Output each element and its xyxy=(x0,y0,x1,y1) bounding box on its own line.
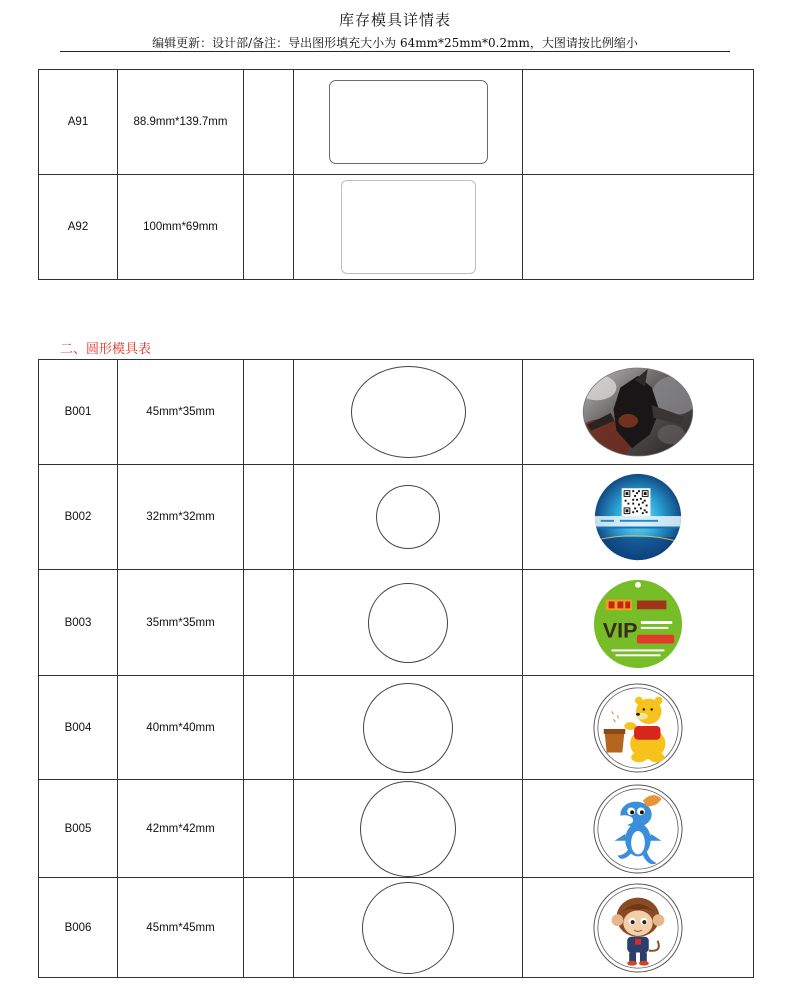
sample-cell xyxy=(523,780,754,878)
shape-cell xyxy=(294,570,523,676)
mold-code: B005 xyxy=(39,780,118,878)
mold-size: 32mm*32mm xyxy=(118,465,244,570)
circle-outline xyxy=(362,882,454,974)
mold-size: 88.9mm*139.7mm xyxy=(118,70,244,175)
header-divider xyxy=(60,51,730,52)
dolphin-sticker-image xyxy=(592,783,684,875)
sample-cell xyxy=(523,878,754,978)
table-row xyxy=(39,780,754,878)
fantasy-warrior-artwork-image xyxy=(581,366,695,458)
blank-cell xyxy=(244,175,294,280)
qr-code-badge-image xyxy=(593,472,683,562)
mold-code: B001 xyxy=(39,360,118,465)
shape-cell xyxy=(294,676,523,780)
ellipse-outline xyxy=(351,366,466,458)
table-row xyxy=(39,175,754,280)
rectangle-molds-table xyxy=(38,69,754,280)
vip-label: VIP xyxy=(602,618,638,643)
shape-cell xyxy=(294,360,523,465)
monkey-sticker-image xyxy=(592,882,684,974)
blank-cell xyxy=(244,360,294,465)
circle-outline xyxy=(363,683,453,773)
blank-cell xyxy=(244,676,294,780)
rounded-rectangle-outline xyxy=(341,180,476,274)
table-row xyxy=(39,676,754,780)
badge-background xyxy=(593,472,683,562)
vip-tag-image xyxy=(592,576,684,670)
blank-cell xyxy=(244,465,294,570)
sample-cell xyxy=(523,360,754,465)
shape-cell xyxy=(294,878,523,978)
shape-cell xyxy=(294,780,523,878)
mold-size: 45mm*35mm xyxy=(118,360,244,465)
sample-cell xyxy=(523,70,754,175)
blank-cell xyxy=(244,878,294,978)
circle-outline xyxy=(376,485,440,549)
sample-cell xyxy=(523,676,754,780)
winnie-the-pooh-sticker-image xyxy=(592,682,684,774)
rounded-rectangle-outline xyxy=(329,80,488,164)
mold-code: B004 xyxy=(39,676,118,780)
mold-code: B006 xyxy=(39,878,118,978)
table-row xyxy=(39,360,754,465)
circle-outline xyxy=(368,583,448,663)
shape-cell xyxy=(294,70,523,175)
mold-code: B003 xyxy=(39,570,118,676)
table-row xyxy=(39,70,754,175)
blank-cell xyxy=(244,780,294,878)
page-subtitle: 编辑更新：设计部/备注：导出图形填充大小为 64mm*25mm*0.2mm，大图请按比例缩小 xyxy=(152,36,638,50)
mold-code: B002 xyxy=(39,465,118,570)
blank-cell xyxy=(244,70,294,175)
mold-size: 100mm*69mm xyxy=(118,175,244,280)
section-heading: 二、圆形模具表 xyxy=(60,342,152,357)
table-row xyxy=(39,570,754,676)
mold-size: 35mm*35mm xyxy=(118,570,244,676)
table-row xyxy=(39,465,754,570)
sample-cell xyxy=(523,570,754,676)
mold-code: A92 xyxy=(39,175,118,280)
artwork-scene xyxy=(581,366,695,458)
mold-size: 42mm*42mm xyxy=(118,780,244,878)
sample-cell xyxy=(523,465,754,570)
sample-cell xyxy=(523,175,754,280)
shape-cell xyxy=(294,175,523,280)
shape-cell xyxy=(294,465,523,570)
circle-outline xyxy=(360,781,456,877)
round-molds-table xyxy=(38,359,754,978)
table-row xyxy=(39,878,754,978)
mold-size: 40mm*40mm xyxy=(118,676,244,780)
page-title: 库存模具详情表 xyxy=(338,11,451,29)
qr-code xyxy=(622,488,651,516)
mold-size: 45mm*45mm xyxy=(118,878,244,978)
mold-code: A91 xyxy=(39,70,118,175)
blank-cell xyxy=(244,570,294,676)
